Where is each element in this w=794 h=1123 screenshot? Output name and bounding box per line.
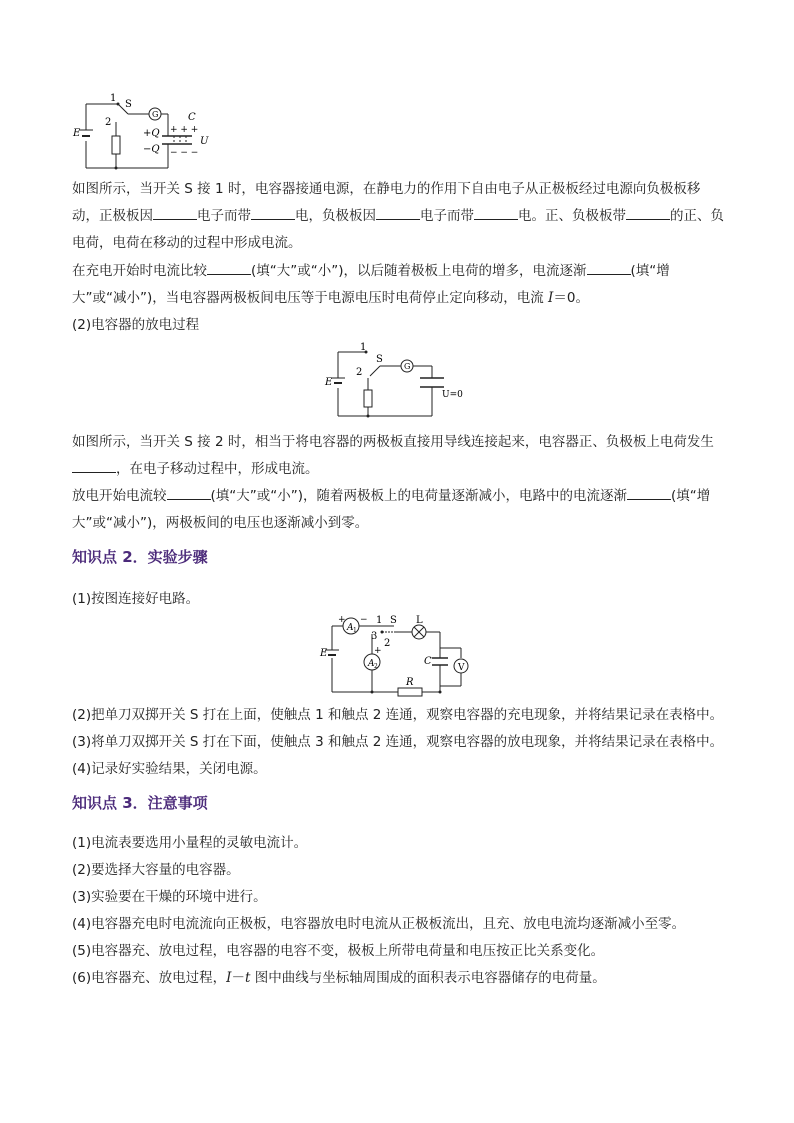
charging-paragraph-1: 如图所示，当开关 S 接 1 时，电容器接通电源，在静电力的作用下自由电子从正极板经过电源向负极板移动，正极板因 电子而带 电，负极板因 电子而带 电。正、负极板带 的正、负电荷，电荷在移动的过程中形成电流。 [72, 181, 724, 251]
fig3-contact-3: 3 [371, 631, 378, 642]
section-3-heading: 知识点 3．注意事项 [72, 794, 208, 812]
note-5: (5)电容器充、放电过程，电容器的电容不变，极板上所带电荷量和电压按正比关系变化。 [72, 943, 605, 959]
fig2-contact-1: 1 [360, 342, 367, 353]
fig2-galvanometer-label: G [404, 362, 411, 371]
fig3-contact-2: 2 [384, 638, 391, 649]
fig3-battery-label: E [320, 648, 328, 659]
charging-circuit-diagram [70, 92, 220, 182]
fig3-switch-label: S [390, 615, 397, 626]
fig2-battery-label: E [325, 377, 333, 388]
discharge-paragraph-1: 如图所示，当开关 S 接 2 时，相当于将电容器的两极板直接用导线连接起来，电容器正、负极板上电荷发生，在电子移动过程中，形成电流。 [72, 434, 714, 477]
fig2-contact-2: 2 [356, 367, 363, 378]
fig3-resistor-label: R [406, 677, 414, 688]
fig1-negative-q: −Q [143, 144, 160, 155]
fig3-ammeter-1-sub: 1 [353, 627, 357, 634]
fig3-capacitor-label: C [424, 656, 432, 667]
section-2-heading: 知识点 2．实验步骤 [72, 548, 208, 566]
fig1-contact-2: 2 [105, 117, 112, 128]
fig3-ammeter-1: A [347, 623, 354, 633]
fig1-galvanometer-label: G [152, 110, 159, 119]
fig1-capacitor-label: C [188, 112, 196, 123]
note-3: (3)实验要在干燥的环境中进行。 [72, 889, 267, 905]
fig3-ammeter-2-sub: 2 [374, 663, 378, 670]
fig3-ammeter-2: A [368, 659, 375, 669]
step-2: (2)把单刀双掷开关 S 打在上面，使触点 1 和触点 2 连通，观察电容器的充电现象，并将结果记录在表格中。 [72, 707, 724, 723]
fig3-minus: − [360, 615, 368, 625]
fig3-lamp-label: L [416, 615, 423, 626]
fig1-voltage-label: U [200, 136, 209, 147]
fig1-switch-label: S [125, 99, 132, 110]
fig3-voltmeter-label: V [458, 663, 465, 673]
fig1-minus-charges: − − − [170, 148, 199, 158]
discharge-paragraph-2: 放电开始电流较 (填“大”或“小”)，随着两极板上的电荷量逐渐减小，电路中的电流逐渐 (填“增大”或“减小”)，两极板间的电压也逐渐减小到零。 [72, 483, 724, 537]
note-2: (2)要选择大容量的电容器。 [72, 862, 240, 878]
step-4: (4)记录好实验结果，关闭电源。 [72, 761, 267, 777]
fig3-plus-2: + [374, 646, 382, 656]
step-1: (1)按图连接好电路。 [72, 591, 200, 607]
fig1-battery-label: E [73, 128, 81, 139]
step-3: (3)将单刀双掷开关 S 打在下面，使触点 3 和触点 2 连通，观察电容器的放电现象，并将结果记录在表格中。 [72, 734, 724, 750]
charging-paragraph-2: 在充电开始时电流比较 (填“大”或“小”)，以后随着极板上电荷的增多，电流逐渐 (填“增大”或“减小”)，当电容器两极板间电压等于电源电压时电荷停止定向移动，电流 I＝0。 [72, 258, 724, 312]
note-1: (1)电流表要选用小量程的灵敏电流计。 [72, 835, 308, 851]
fig3-contact-1: 1 [376, 615, 383, 626]
fig3-plus: + [338, 615, 346, 625]
note-6: (6)电容器充、放电过程，I－t 图中曲线与坐标轴周围成的面积表示电容器储存的电荷量。 [72, 970, 606, 986]
fig2-voltage-zero: U=0 [442, 390, 463, 400]
fig1-plus-charges: + + + [170, 125, 199, 135]
fig2-switch-label: S [376, 354, 383, 365]
experiment-circuit-diagram [316, 612, 480, 698]
fig1-positive-q: +Q [143, 128, 160, 139]
discharging-circuit-diagram [322, 342, 472, 424]
fig1-contact-1: 1 [110, 93, 117, 104]
note-4: (4)电容器充电时电流流向正极板，电容器放电时电流从正极板流出，且充、放电电流均逐渐减小至零。 [72, 916, 686, 932]
discharge-subtitle: (2)电容器的放电过程 [72, 317, 200, 333]
